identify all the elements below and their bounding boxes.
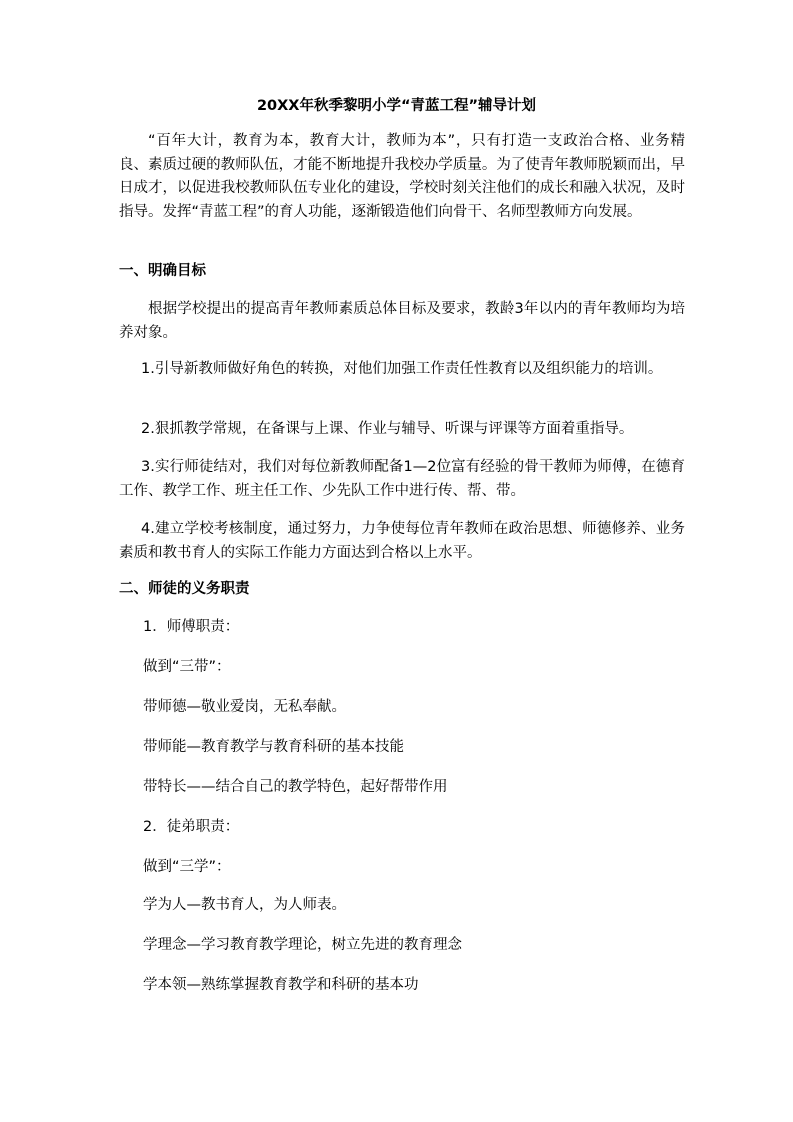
master-duty-item-1: 带师德—敬业爱岗，无私奉献。 bbox=[143, 699, 346, 715]
goal-item-2: 2.狠抓教学常规，在备课与上课、作业与辅导、听课与评课等方面着重指导。 bbox=[141, 421, 634, 437]
master-duty-item-3: 带特长——结合自己的教学特色，起好帮带作用 bbox=[143, 779, 448, 795]
section-heading-duties: 二、师徒的义务职责 bbox=[119, 581, 250, 597]
master-duties-intro: 做到“三带”： bbox=[143, 659, 231, 675]
goal-item-1: 1.引导新教师做好角色的转换，对他们加强工作责任性教育以及组织能力的培训。 bbox=[141, 361, 663, 377]
apprentice-duty-item-1: 学为人—教书育人，为人师表。 bbox=[143, 897, 346, 913]
section-heading-goals: 一、明确目标 bbox=[119, 263, 206, 279]
intro-paragraph: “百年大计，教育为本，教育大计，教师为本”，只有打造一支政治合格、业务精良、素质过硬的教师队伍，才能不断地提升我校办学质量。为了使青年教师脱颖而出，早日成才，以促进我校教师队伍专业化的建设，学校时刻关注他们的成长和融入状况，及时指导。发挥“青蓝工程”的育人功能，逐渐锻造他们向骨干、名师型教师方向发展。 bbox=[119, 133, 685, 220]
apprentice-duty-item-2: 学理念—学习教育教学理论，树立先进的教育理念 bbox=[143, 937, 462, 953]
apprentice-duties-intro: 做到“三学”： bbox=[143, 859, 231, 875]
apprentice-duty-item-3: 学本领—熟练掌握教育教学和科研的基本功 bbox=[143, 977, 419, 993]
goals-intro-paragraph: 根据学校提出的提高青年教师素质总体目标及要求，教龄3年以内的青年教师均为培养对象。 bbox=[119, 301, 685, 341]
master-duties-label: 1．师傅职责： bbox=[143, 619, 240, 635]
goal-item-3: 3.实行师徒结对，我们对每位新教师配备1—2位富有经验的骨干教师为师傅，在德育工作、教学工作、班主任工作、少先队工作中进行传、帮、带。 bbox=[119, 459, 685, 499]
master-duty-item-2: 带师能—教育教学与教育科研的基本技能 bbox=[143, 739, 404, 755]
apprentice-duties-label: 2．徒弟职责： bbox=[143, 819, 240, 835]
goal-item-4: 4.建立学校考核制度，通过努力，力争使每位青年教师在政治思想、师德修养、业务素质和教书育人的实际工作能力方面达到合格以上水平。 bbox=[119, 521, 685, 561]
document-title: 20XX年秋季黎明小学“青蓝工程”辅导计划 bbox=[256, 98, 537, 114]
